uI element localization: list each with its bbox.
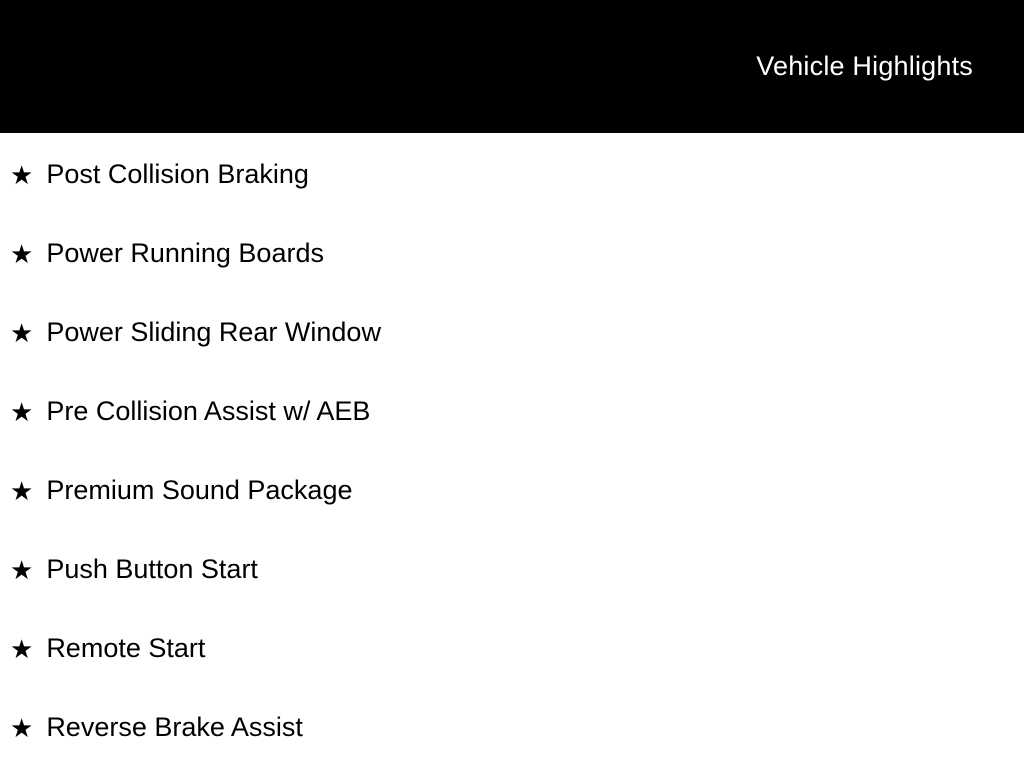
star-icon: ★ <box>10 554 34 585</box>
list-item-label: Power Sliding Rear Window <box>46 317 381 347</box>
list-item <box>10 135 1024 214</box>
page-title: Vehicle Highlights <box>756 51 973 81</box>
list-item-label: Post Collision Braking <box>46 159 309 189</box>
list-item-label: Premium Sound Package <box>46 475 353 505</box>
list-item-label: Power Running Boards <box>46 238 324 268</box>
list-item <box>10 530 1024 609</box>
star-icon: ★ <box>10 633 34 664</box>
star-icon: ★ <box>10 317 34 348</box>
list-item-label: Remote Start <box>46 633 206 663</box>
list-item <box>10 372 1024 451</box>
star-icon: ★ <box>10 475 34 506</box>
star-icon: ★ <box>10 712 34 743</box>
list-item <box>10 214 1024 293</box>
header-bar <box>0 0 1024 133</box>
star-icon: ★ <box>10 238 34 269</box>
list-item <box>10 688 1024 767</box>
list-item-label: Push Button Start <box>46 554 258 584</box>
star-icon: ★ <box>10 396 34 427</box>
highlights-list <box>0 133 1024 767</box>
list-item-label: Pre Collision Assist w/ AEB <box>46 396 371 426</box>
star-icon: ★ <box>10 159 34 190</box>
list-item-label: Reverse Brake Assist <box>46 712 303 742</box>
list-item <box>10 609 1024 688</box>
list-item <box>10 293 1024 372</box>
list-item <box>10 451 1024 530</box>
